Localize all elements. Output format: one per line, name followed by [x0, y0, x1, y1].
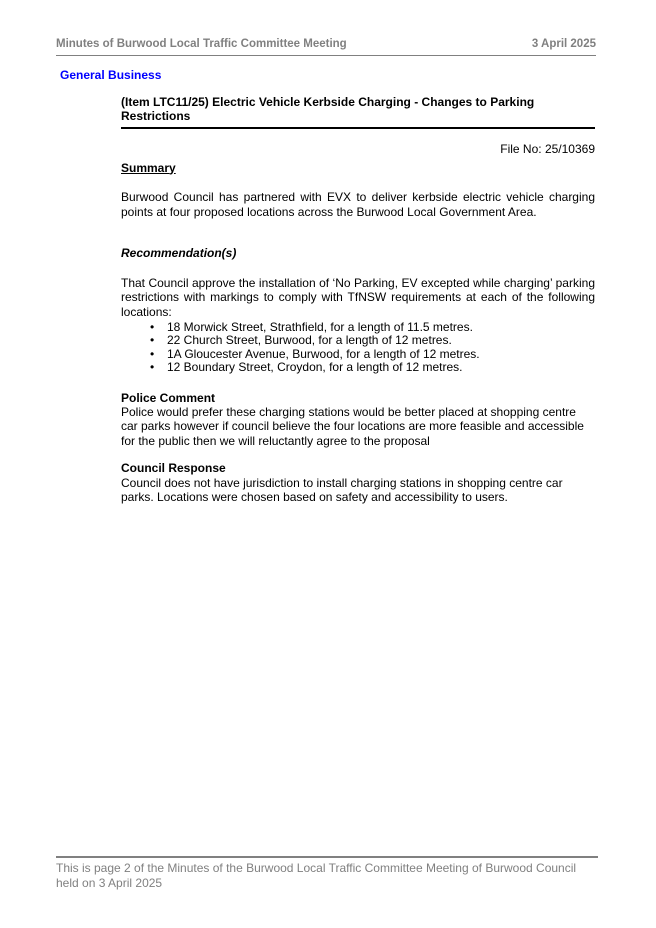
- list-item: [150, 334, 595, 347]
- item-content: [121, 96, 595, 504]
- summary-heading: Summary: [121, 160, 176, 175]
- list-item: [150, 321, 595, 334]
- footer-text: This is page 2 of the Minutes of the Burwood Local Traffic Committee Meeting of Burwood Council held on 3 April 2025: [56, 861, 577, 890]
- list-item-text: 12 Boundary Street, Croydon, for a length of 12 metres.: [167, 360, 463, 375]
- police-comment-paragraph: Police would prefer these charging stations would be better placed at shopping centre car parks however if council believe the four locations are more feasible and accessible for the public then we will reluctantly agree to the proposal: [121, 405, 584, 448]
- list-item-text: 22 Church Street, Burwood, for a length of 12 metres.: [167, 333, 452, 348]
- file-number: File No: 25/10369: [500, 142, 595, 156]
- bullet-icon: •: [150, 346, 155, 361]
- item-title: (Item LTC11/25) Electric Vehicle Kerbside Charging - Changes to Parking Restrictions: [121, 96, 595, 129]
- bullet-icon: •: [150, 360, 155, 375]
- document-header: [56, 38, 596, 56]
- bullet-icon: •: [150, 320, 155, 334]
- recommendation-paragraph: That Council approve the installation of ‘No Parking, EV excepted while charging’ parking restrictions with markings to comply with TfNSW requirements at each of the following locations:: [121, 275, 595, 319]
- bullet-icon: •: [150, 333, 155, 348]
- police-comment-heading: Police Comment: [121, 390, 216, 405]
- recommendation-heading: Recommendation(s): [121, 246, 237, 260]
- locations-list: [121, 321, 595, 375]
- header-title: Minutes of Burwood Local Traffic Committee Meeting: [56, 38, 347, 50]
- header-date: 3 April 2025: [531, 38, 596, 50]
- list-item-text: 18 Morwick Street, Strathfield, for a length of 11.5 metres.: [167, 320, 473, 334]
- summary-paragraph: Burwood Council has partnered with EVX to deliver kerbside electric vehicle charging points at four proposed locations across the Burwood Local Government Area.: [121, 190, 595, 219]
- council-response-paragraph: Council does not have jurisdiction to install charging stations in shopping centre car parks. Locations were chosen based on safety and accessibility to users.: [121, 475, 563, 504]
- list-item: [150, 348, 595, 361]
- list-item: [150, 361, 595, 374]
- list-item-text: 1A Gloucester Avenue, Burwood, for a length of 12 metres.: [167, 346, 480, 361]
- council-response-heading: Council Response: [121, 461, 226, 476]
- page-footer: [56, 856, 598, 890]
- section-heading: General Business: [60, 68, 162, 82]
